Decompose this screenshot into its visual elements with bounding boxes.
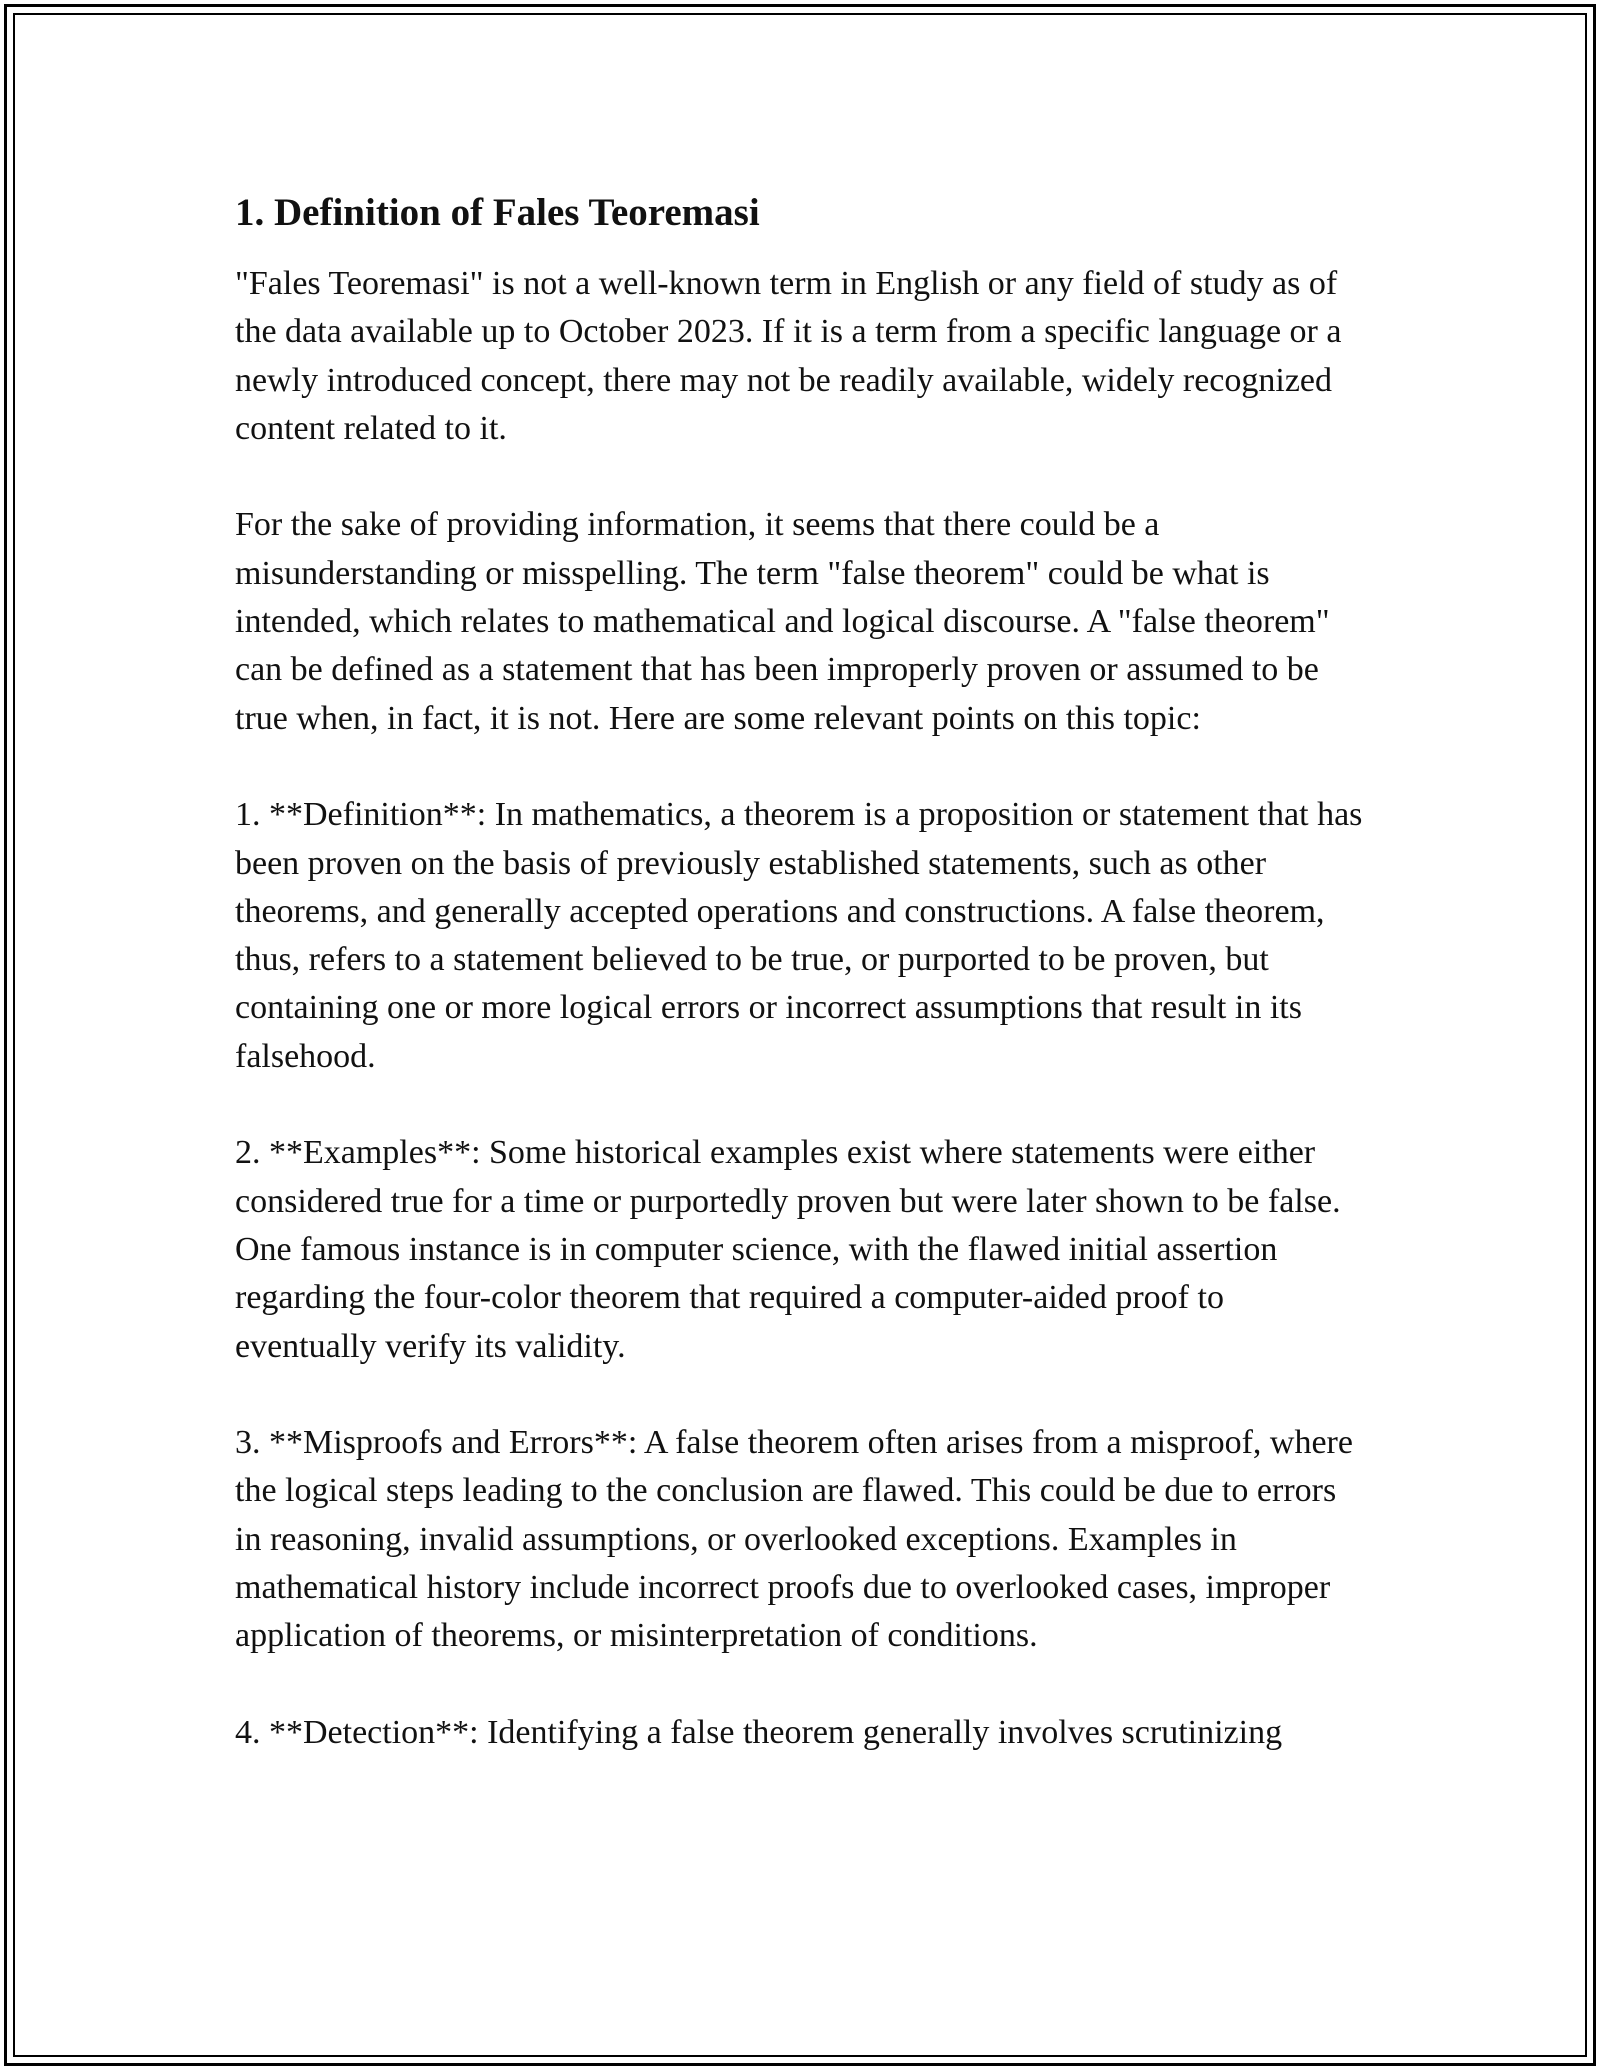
paragraph-point-examples: 2. **Examples**: Some historical examples exist where statements were either considered true for a time or purportedly proven but were later shown to be false. One famous instance is in computer science, with the flawed initial assertion regarding the four-color theorem that required a computer-aided proof to eventually verify its validity. — [235, 1134, 1341, 1365]
section-heading: 1. Definition of Fales Teoremasi — [235, 191, 760, 234]
document-body — [235, 188, 1370, 1757]
paragraph-false-theorem: For the sake of providing information, it seems that there could be a misunderstanding or misspelling. The term "false theorem" could be what is intended, which relates to mathematical and logical discourse. A "false theorem" can be defined as a statement that has been improperly proven or assumed to be true when, in fact, it is not. Here are some relevant points on this topic: — [235, 506, 1330, 737]
paragraph-intro: "Fales Teoremasi" is not a well-known term in English or any field of study as of the data available up to October 2023. If it is a term from a specific language or a newly introduced concept, there may not be readily available, widely recognized content related to it. — [235, 265, 1342, 447]
paragraph-point-misproofs: 3. **Misproofs and Errors**: A false theorem often arises from a misproof, where the logical steps leading to the conclusion are flawed. This could be due to errors in reasoning, invalid assumptions, or overlooked exceptions. Examples in mathematical history include incorrect proofs due to overlooked cases, improper application of theorems, or misinterpretation of conditions. — [235, 1424, 1353, 1655]
paragraph-point-detection: 4. **Detection**: Identifying a false theorem generally involves scrutinizing — [235, 1713, 1283, 1751]
paragraph-point-definition: 1. **Definition**: In mathematics, a theorem is a proposition or statement that has been proven on the basis of previously established statements, such as other theorems, and generally accepted operations and constructions. A false theorem, thus, refers to a statement believed to be true, or purported to be proven, but containing one or more logical errors or incorrect assumptions that result in its falsehood. — [235, 796, 1363, 1075]
